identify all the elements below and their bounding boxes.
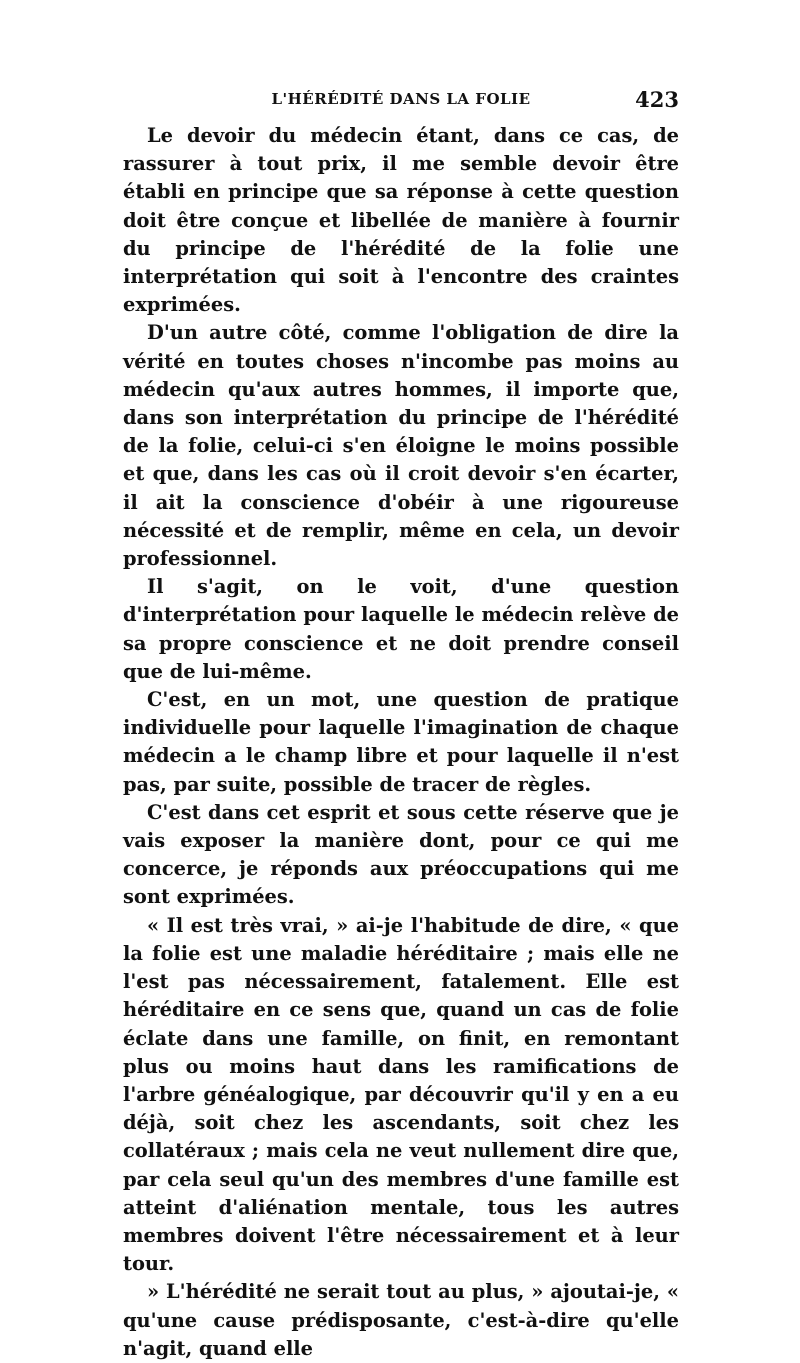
body-text xyxy=(123,122,679,1363)
paragraph: Le devoir du médecin étant, dans ce cas, de rassurer à tout prix, il me semble devoir être établi en principe que sa réponse à cette question doit être conçue et libellée de manière à fournir du principe de l'hérédité de la folie une interprétation qui soit à l'encontre des craintes exprimées. xyxy=(123,124,679,317)
paragraph: » L'hérédité ne serait tout au plus, » ajoutai-je, « qu'une cause prédisposante, c'est-à-dire qu'elle n'agit, quand elle xyxy=(123,1280,679,1360)
paragraph: C'est dans cet esprit et sous cette réserve que je vais exposer la manière dont, pour ce qui me concerce, je réponds aux préoccupations qui me sont exprimées. xyxy=(123,800,679,909)
paragraph: C'est, en un mot, une question de pratique individuelle pour laquelle l'imagination de chaque médecin a le champ libre et pour laquelle il n'est pas, par suite, possible de tracer de règles. xyxy=(123,688,679,796)
running-head xyxy=(123,87,679,120)
paragraph: D'un autre côté, comme l'obligation de dire la vérité en toutes choses n'incombe pas moins au médecin qu'aux autres hommes, il importe que, dans son interprétation du principe de l'hérédité de la folie, celui-ci s'en éloigne le moins possible et que, dans les cas où il croit devoir s'en écarter, il ait la conscience d'obéir à une rigoureuse nécessité et de remplir, même en cela, un devoir professionnel. xyxy=(123,321,679,571)
page-number: 423 xyxy=(635,87,679,112)
paragraph: Il s'agit, on le voit, d'une question d'interprétation pour laquelle le médecin relève de sa propre conscience et ne doit prendre conseil que de lui-même. xyxy=(123,575,679,683)
paragraph: « Il est très vrai, » ai-je l'habitude de dire, « que la folie est une maladie héréditaire ; mais elle ne l'est pas nécessairement, fatalement. Elle est héréditaire en ce sens que, quand un cas de folie éclate dans une famille, on finit, en remontant plus ou moins haut dans les ramifications de l'arbre généalogique, par découvrir qu'il y en a eu déjà, soit chez les ascendants, soit chez les collatéraux ; mais cela ne veut nullement dire que, par cela seul qu'un des membres d'une famille est atteint d'aliénation mentale, tous les autres membres doivent l'être nécessairement et à leur tour. xyxy=(123,913,679,1276)
running-title: L'HÉRÉDITÉ DANS LA FOLIE xyxy=(271,90,531,108)
